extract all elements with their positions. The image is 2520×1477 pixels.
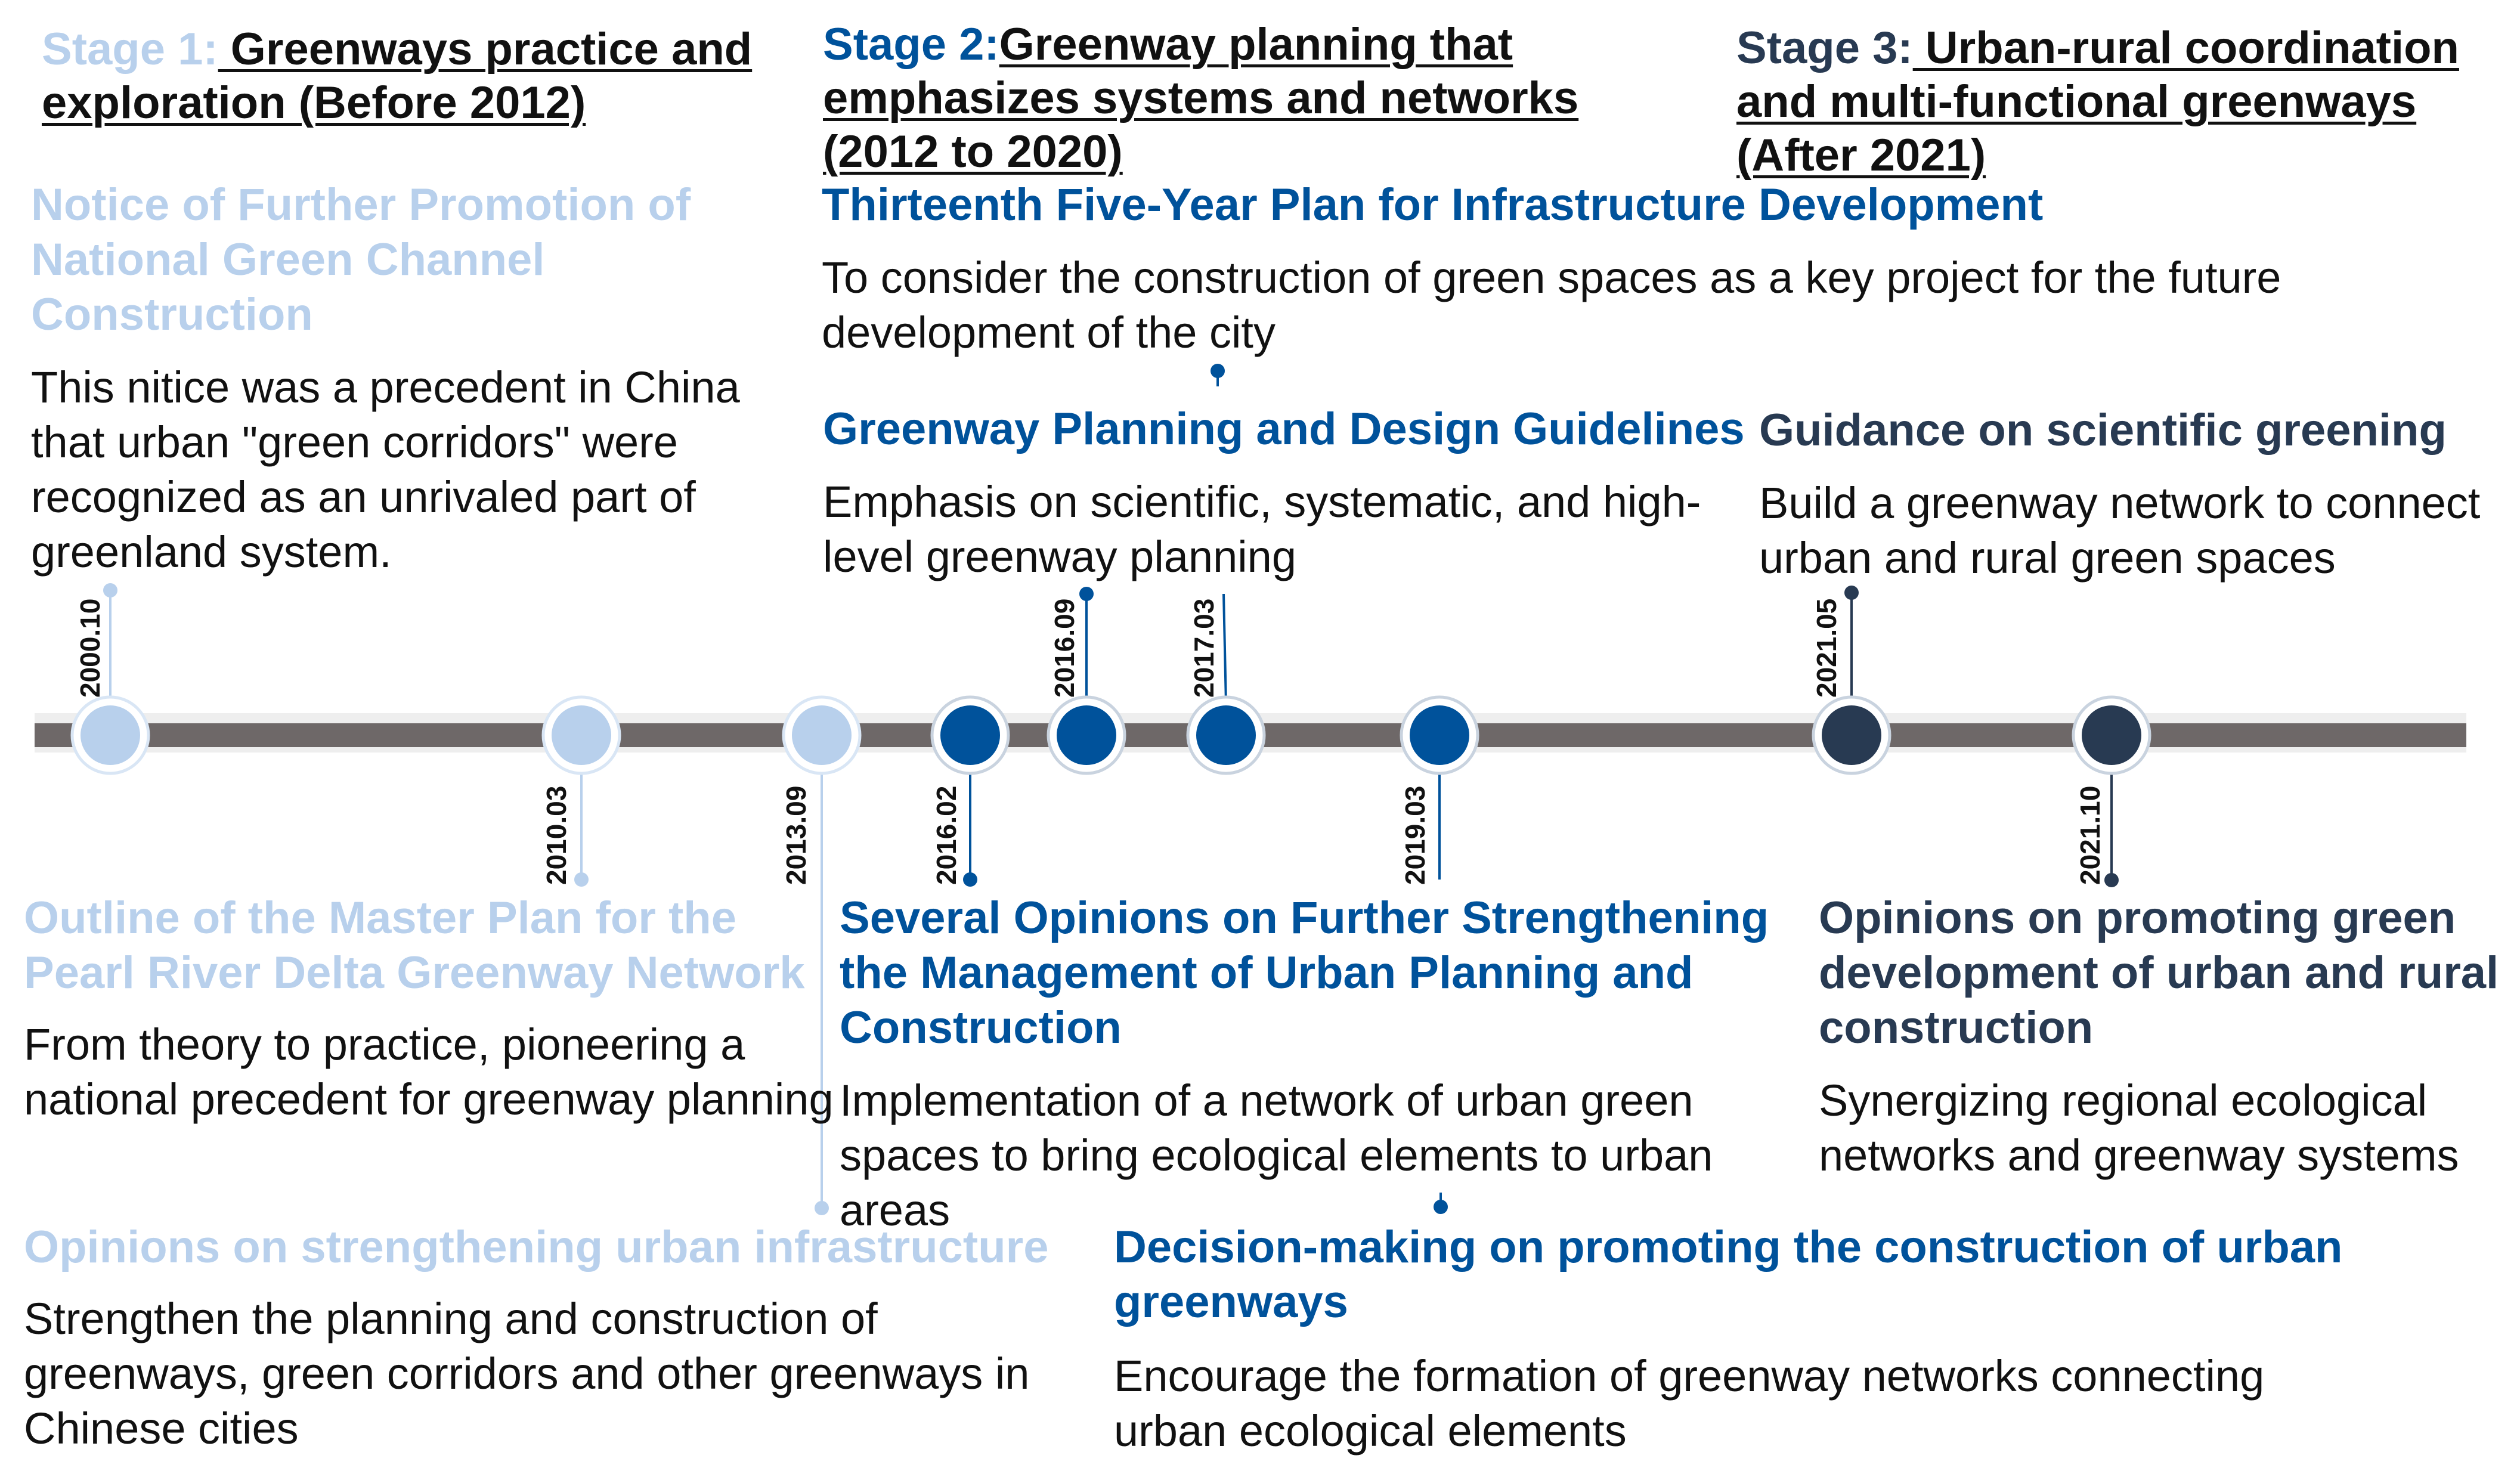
event-2000-10-desc: This nitice was a precedent in China that urban "green corridors" were recognized as an unrivaled part of greenland system. <box>31 363 740 577</box>
stage-3-title: Urban-rural coordination and multi-functional greenways (After 2021) <box>1736 23 2459 181</box>
connector-dot-2013-09 <box>815 1201 829 1215</box>
timeline-node-2016-02 <box>940 705 1000 765</box>
event-2017-03-title: Thirteenth Five-Year Plan for Infrastructure Development <box>822 179 2044 230</box>
connector-dot-2016-09 <box>1079 587 1094 601</box>
event-2010-03-title: Outline of the Master Plan for the Pearl River Delta Greenway Network <box>24 893 805 998</box>
date-label-2021-05: 2021.05 <box>1811 598 1842 698</box>
stage-3-label: Stage 3: <box>1736 23 1913 73</box>
connector-line-2017-03 <box>1224 594 1226 704</box>
timeline-node-2021-10 <box>2082 705 2141 765</box>
date-label-2010-03: 2010.03 <box>541 785 572 885</box>
timeline-node-2000-10 <box>81 705 140 765</box>
event-2013-09-title: Opinions on strengthening urban infrastructure <box>24 1222 1049 1272</box>
event-2021-05-title: Guidance on scientific greening <box>1759 405 2447 456</box>
event-2021-05-desc: Build a greenway network to connect urban and rural green spaces <box>1759 478 2481 583</box>
stage-2-label: Stage 2: <box>823 19 999 70</box>
stage-1-label: Stage 1: <box>42 24 218 75</box>
timeline-node-2021-05 <box>1822 705 1881 765</box>
connector-dot-2021-05 <box>1844 586 1859 600</box>
date-label-2021-10: 2021.10 <box>2075 785 2106 885</box>
connector-dot-2021-10 <box>2104 873 2119 887</box>
date-label-2013-09: 2013.09 <box>781 785 812 885</box>
event-2016-09-desc: Emphasis on scientific, systematic, and high-level greenway planning <box>823 477 1701 581</box>
event-2010-03-desc: From theory to practice, pioneering a national precedent for greenway planning <box>24 1020 834 1124</box>
stage-1-title: Greenways practice and exploration (Before 2012) <box>42 24 753 128</box>
event-2016-02-title: Several Opinions on Further Strengthening the Management of Urban Planning and Construction <box>840 893 1769 1053</box>
event-2021-10-desc: Synergizing regional ecological networks and greenway systems <box>1819 1076 2459 1180</box>
timeline-node-2010-03 <box>552 705 611 765</box>
event-2016-09-title: Greenway Planning and Design Guidelines <box>823 404 1745 454</box>
date-label-2019-03: 2019.03 <box>1400 785 1431 885</box>
stage-2-header <box>823 18 1634 179</box>
timeline-node-2016-09 <box>1057 705 1116 765</box>
timeline-node-2017-03 <box>1196 705 1256 765</box>
date-label-2017-03: 2017.03 <box>1188 598 1219 698</box>
event-2019-03-title: Decision-making on promoting the construction of urban greenways <box>1114 1222 2343 1327</box>
timeline-node-2013-09 <box>792 705 852 765</box>
date-label-2016-09: 2016.09 <box>1049 598 1080 698</box>
date-label-2000-10: 2000.10 <box>75 598 106 698</box>
event-2000-10-title: Notice of Further Promotion of National Green Channel Construction <box>31 179 691 340</box>
event-2019-03-desc: Encourage the formation of greenway networks connecting urban ecological elements <box>1114 1351 2265 1456</box>
event-2017-03-desc: To consider the construction of green spaces as a key project for the future development of the city <box>822 253 2281 357</box>
date-label-2016-02: 2016.02 <box>931 785 962 885</box>
stage-3-header <box>1736 21 2512 182</box>
connector-dot-2016-02 <box>963 872 977 887</box>
stage-2-title: Greenway planning that emphasizes systems and networks (2012 to 2020) <box>823 19 1579 177</box>
connector-dot-2017-03 <box>1211 364 1225 378</box>
event-2016-02-desc: Implementation of a network of urban green spaces to bring ecological elements to urban areas <box>840 1076 1713 1235</box>
stage-1-header <box>42 23 793 130</box>
event-2013-09-desc: Strengthen the planning and construction of greenways, green corridors and other greenways in Chinese cities <box>24 1294 1030 1453</box>
event-2021-10-title: Opinions on promoting green development of urban and rural construction <box>1819 893 2499 1053</box>
timeline-node-2019-03 <box>1410 705 1469 765</box>
connector-dot-2010-03 <box>574 872 589 887</box>
connector-dot-2000-10 <box>103 583 117 597</box>
